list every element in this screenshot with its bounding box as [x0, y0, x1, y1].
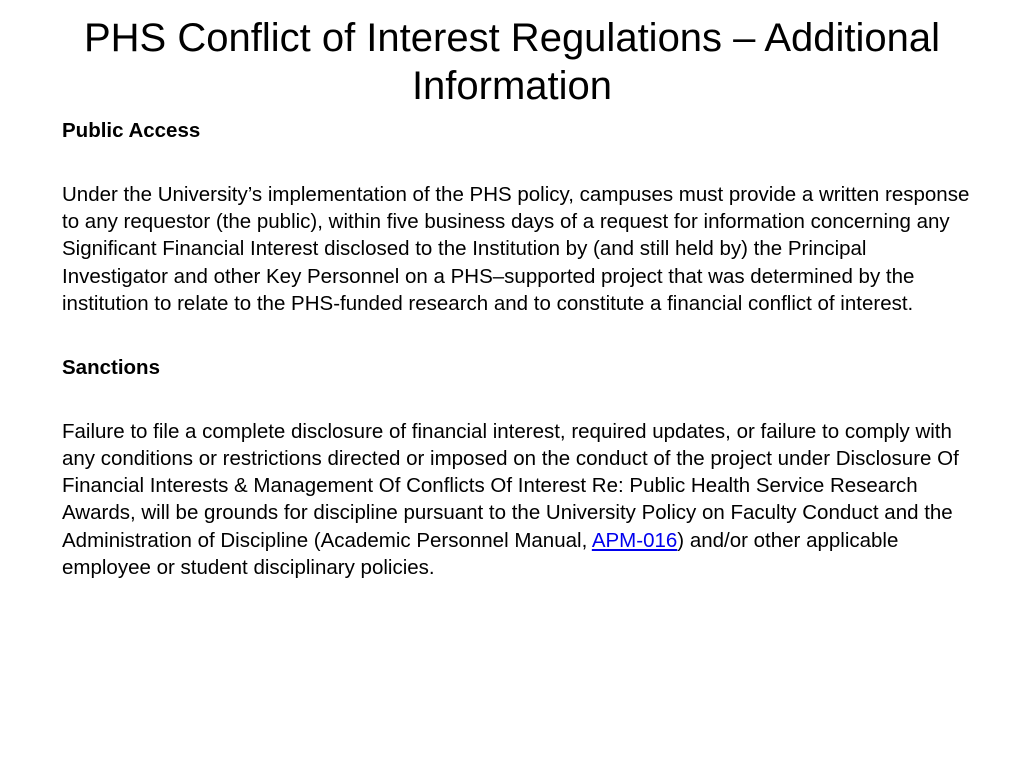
slide-title: PHS Conflict of Interest Regulations – Additional Information [83, 16, 941, 108]
apm-016-link[interactable]: APM-016 [591, 528, 678, 552]
public-access-paragraph: Under the University’s implementation of the PHS policy, campuses must provide a written response to any requestor (the public), within five business days of a request for information concerning any Significant Financial Interest disclosed to the Institution by (and still held by) the Principal Investigator and other Key Personnel on a PHS–supported project that was determined by the institution to relate to the PHS-funded research and to constitute a financial conflict of interest. [62, 182, 970, 315]
spacer [62, 317, 972, 354]
sanctions-text-after-link: ) and/or other applicable employee or student disciplinary policies. [62, 528, 899, 580]
sanctions-heading: Sanctions [62, 355, 160, 379]
spacer [62, 381, 972, 418]
sanctions-text-before-link: Failure to file a complete disclosure of financial interest, required updates, or failure to comply with any conditions or restrictions directed or imposed on the conduct of the project under Disclosure Of Financial Interests & Management Of Conflicts Of Interest Re: Public Health Service Research Awards, will be grounds for discipline pursuant to the University Policy on Faculty Conduct and the Administration of Discipline (Academic Personnel Manual, [62, 419, 959, 552]
public-access-heading: Public Access [62, 119, 201, 142]
sanctions-paragraph [62, 418, 972, 582]
spacer [62, 144, 972, 181]
slide-content [62, 117, 972, 581]
